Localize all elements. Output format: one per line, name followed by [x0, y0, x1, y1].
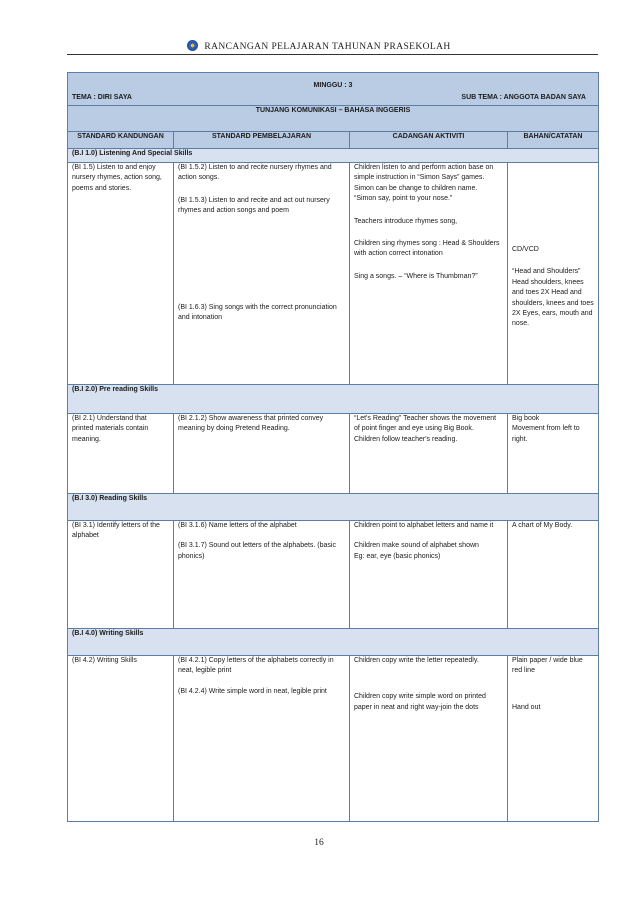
header-title: RANCANGAN PELAJARAN TAHUNAN PRASEKOLAH — [204, 42, 451, 52]
cell-text: “Let's Reading” Teacher shows the movement of point finger and eye using Big Book. — [354, 415, 497, 433]
pembelajaran-cell — [174, 521, 350, 629]
pembelajaran-cell — [174, 163, 350, 385]
column-header: CADANGAN AKTIVITI — [350, 132, 508, 149]
week-row — [68, 73, 599, 106]
cell-text: (BI 1.5.2) Listen to and recite nursery rhymes and action songs. — [178, 164, 332, 182]
column-header: STANDARD PEMBELAJARAN — [174, 132, 350, 149]
section-header — [68, 385, 599, 414]
cell-text: A chart of My Body. — [512, 522, 573, 529]
page-number: 16 — [314, 838, 324, 848]
tunjang-row — [68, 106, 599, 132]
cell-text: Children point to alphabet letters and name it — [354, 522, 494, 529]
subtema-label: SUB TEMA : ANGGOTA BADAN SAYA — [461, 94, 586, 101]
cell-text: CD/VCD — [512, 246, 539, 253]
column-header: BAHAN/CATATAN — [508, 132, 599, 149]
column-header-row — [68, 132, 599, 149]
pembelajaran-cell — [174, 414, 350, 494]
cell-text: Big book — [512, 415, 540, 422]
cell-text: (BI 1.5.3) Listen to and recite and act out nursery rhymes and action songs and poem — [178, 196, 330, 215]
table-row — [68, 163, 599, 385]
kandungan-cell — [68, 163, 174, 385]
section-title: (B.I 4.0) Writing Skills — [68, 629, 599, 656]
cell-text: (BI 1.6.3) Sing songs with the correct pronunciation and intonation — [178, 303, 337, 322]
tunjang-label: TUNJANG KOMUNIKASI – BAHASA INGGERIS — [68, 106, 599, 132]
section-title: (B.I 3.0) Reading Skills — [68, 494, 599, 521]
cell-text: Movement from left to right. — [512, 425, 580, 443]
cell-text: Children follow teacher's reading. — [354, 435, 458, 443]
column-header: STANDARD KANDUNGAN — [68, 132, 174, 149]
cell-text: Children listen to and perform action base on simple instruction in “Simon Says” games. — [354, 164, 494, 182]
cell-text: Children copy write simple word on printed paper in neat and right way-join the dots — [354, 693, 486, 711]
cell-text: Teachers introduce rhymes song, — [354, 217, 458, 225]
section-header — [68, 629, 599, 656]
section-header — [68, 494, 599, 521]
cell-text: (BI 4.2.4) Write simple word in neat, legible print — [178, 687, 327, 695]
cell-text: (BI 3.1) Identify letters of the alphabet — [72, 522, 160, 540]
kandungan-cell — [68, 521, 174, 629]
week-label: MINGGU : 3 — [313, 82, 353, 89]
cell-text: Plain paper / wide blue red line — [512, 657, 583, 675]
cell-text: (BI 2.1) Understand that printed materials contain meaning. — [72, 415, 149, 443]
cell-text: (BI 3.1.6) Name letters of the alphabet — [178, 522, 297, 529]
table-row — [68, 414, 599, 494]
kandungan-cell — [68, 414, 174, 494]
lesson-plan-table — [67, 72, 599, 822]
cell-text: (BI 4.2.1) Copy letters of the alphabets correctly in neat, legible print — [178, 657, 334, 675]
section-title: (B.I 1.0) Listening And Special Skills — [68, 149, 599, 163]
aktiviti-cell — [350, 414, 508, 494]
bahan-cell — [508, 163, 599, 385]
bahan-cell — [508, 656, 599, 822]
cell-text: “Simon say, point to your nose.” — [354, 195, 453, 203]
aktiviti-cell — [350, 521, 508, 629]
aktiviti-cell — [350, 656, 508, 822]
cell-text: “Head and Shoulders” Head shoulders, knees and toes 2X Head and shoulders, knees and toes 2X Eyes, ears, mouth and nose. — [512, 268, 594, 328]
cell-text: Children make sound of alphabet shown — [354, 542, 479, 550]
cell-text: Children copy write the letter repeatedly. — [354, 657, 479, 664]
kandungan-cell — [68, 656, 174, 822]
ministry-logo-icon — [187, 40, 198, 51]
cell-text: Eg: ear, eye (basic phonics) — [354, 552, 441, 560]
cell-text: (BI 4.2) Writing Skills — [72, 657, 137, 664]
cell-text: Sing a songs. – “Where is Thumbman?” — [354, 272, 478, 280]
aktiviti-cell — [350, 163, 508, 385]
table-row — [68, 521, 599, 629]
cell-text: Children sing rhymes song : Head & Shoulders with action correct intonation — [354, 240, 500, 258]
header-divider — [67, 54, 598, 55]
cell-text: (BI 2.1.2) Show awareness that printed convey meaning by doing Pretend Reading. — [178, 415, 324, 433]
cell-text: Hand out — [512, 703, 541, 711]
cell-text: (BI 3.1.7) Sound out letters of the alphabets. (basic phonics) — [178, 542, 336, 560]
cell-text: (BI 1.5) Listen to and enjoy nursery rhymes, action song, poems and stories. — [72, 164, 162, 192]
section-title: (B.I 2.0) Pre reading Skills — [68, 385, 599, 414]
bahan-cell — [508, 521, 599, 629]
page-header — [0, 40, 638, 52]
pembelajaran-cell — [174, 656, 350, 822]
table-row — [68, 656, 599, 822]
bahan-cell — [508, 414, 599, 494]
cell-text: Simon can be change to children name. — [354, 184, 478, 192]
section-header — [68, 149, 599, 163]
tema-label: TEMA : DIRI SAYA — [72, 94, 132, 101]
